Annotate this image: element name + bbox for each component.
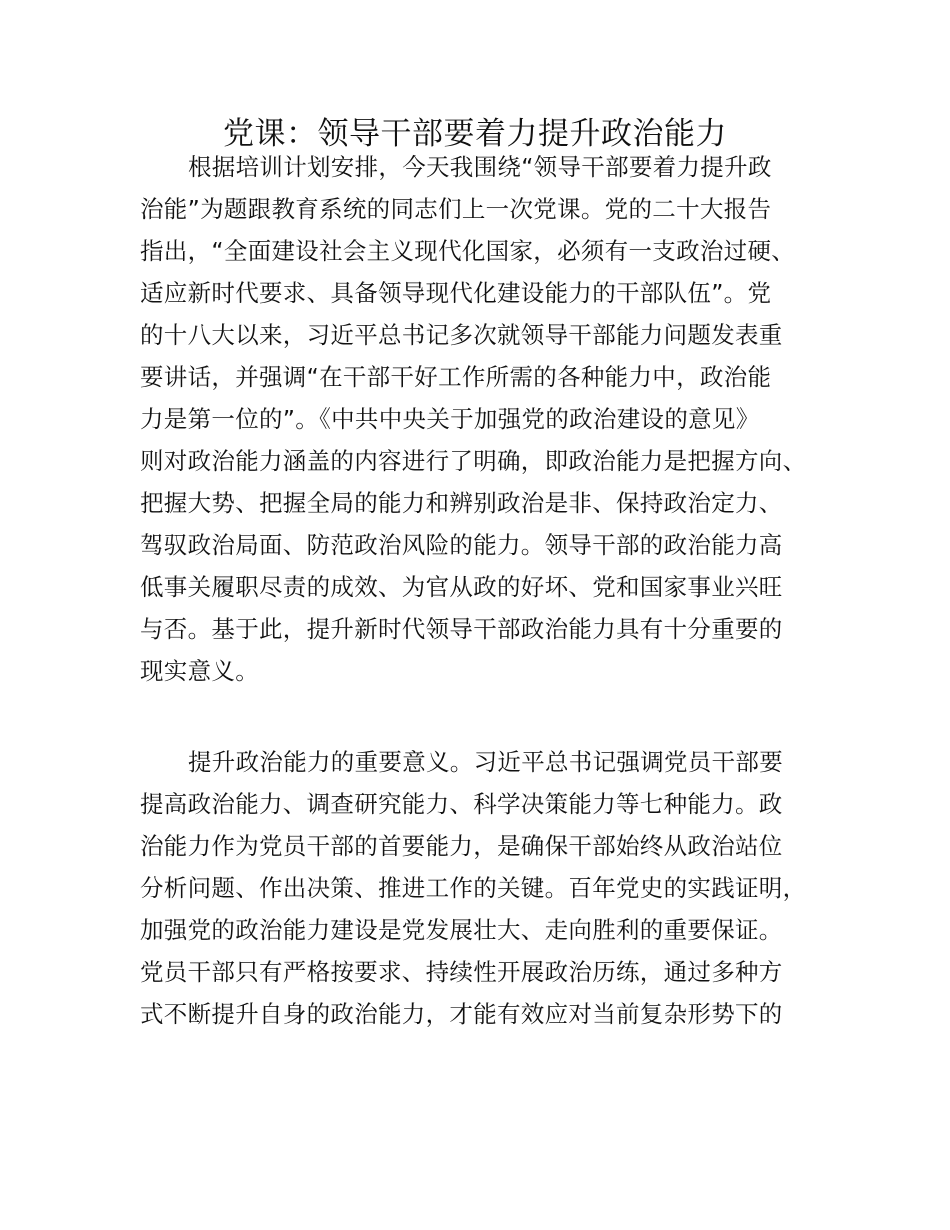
text-line: 低事关履职尽责的成效、为官从政的好坏、党和国家事业兴旺 — [140, 573, 783, 601]
text-line: 的十八大以来，习近平总书记多次就领导干部能力问题发表重 — [140, 321, 783, 349]
text-line: 党员干部只有严格按要求、持续性开展政治历练，通过多种方 — [140, 958, 783, 986]
document-title: 党课：领导干部要着力提升政治能力 — [223, 116, 727, 152]
text-line: 提高政治能力、调查研究能力、科学决策能力等七种能力。政 — [140, 790, 783, 818]
text-line: 适应新时代要求、具备领导现代化建设能力的干部队伍”。党 — [140, 279, 772, 307]
text-line: 治能”为题跟教育系统的同志们上一次党课。党的二十大报告 — [140, 195, 772, 223]
text-line: 则对政治能力涵盖的内容进行了明确，即政治能力是把握方向、 — [140, 447, 807, 475]
paragraph-introduction — [140, 146, 840, 692]
paragraph-significance — [140, 741, 840, 1035]
text-line: 加强党的政治能力建设是党发展壮大、走向胜利的重要保证。 — [140, 916, 783, 944]
text-line: 治能力作为党员干部的首要能力，是确保干部始终从政治站位 — [140, 832, 783, 860]
text-line: 提升政治能力的重要意义。习近平总书记强调党员干部要 — [188, 748, 783, 776]
text-line: 指出，“全面建设社会主义现代化国家，必须有一支政治过硬、 — [140, 237, 796, 265]
text-line: 驾驭政治局面、防范政治风险的能力。领导干部的政治能力高 — [140, 531, 783, 559]
text-line: 把握大势、把握全局的能力和辨别政治是非、保持政治定力、 — [140, 489, 783, 517]
text-line: 力是第一位的”。《中共中央关于加强党的政治建设的意见》 — [140, 405, 760, 433]
text-line: 根据培训计划安排，今天我围绕“领导干部要着力提升政 — [188, 153, 772, 181]
text-line: 分析问题、作出决策、推进工作的关键。百年党史的实践证明， — [140, 874, 807, 902]
text-line: 现实意义。 — [140, 657, 259, 685]
text-line: 式不断提升自身的政治能力，才能有效应对当前复杂形势下的 — [140, 1000, 783, 1028]
text-line: 与否。基于此，提升新时代领导干部政治能力具有十分重要的 — [140, 615, 783, 643]
text-line: 要讲话，并强调“在干部干好工作所需的各种能力中，政治能 — [140, 363, 772, 391]
